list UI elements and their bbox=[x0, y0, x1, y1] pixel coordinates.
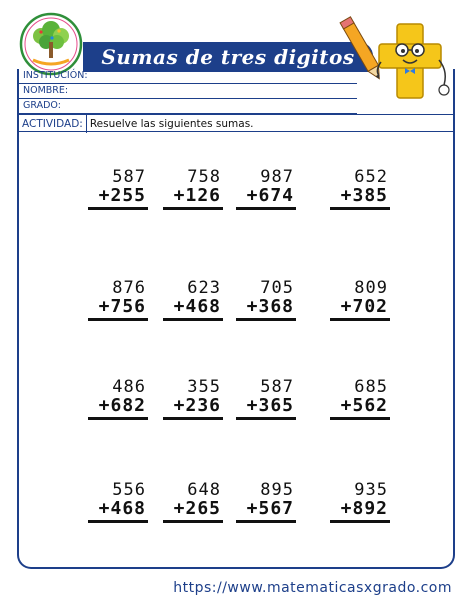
addend-bottom: +674 bbox=[246, 185, 294, 206]
addition-problem bbox=[88, 279, 148, 321]
addend-bottom: +468 bbox=[98, 498, 146, 519]
addition-problem bbox=[330, 168, 390, 210]
addition-problem bbox=[163, 279, 223, 321]
addend-top: 895 bbox=[260, 480, 294, 500]
grade-field[interactable]: GRADO: bbox=[17, 99, 357, 114]
addition-problem bbox=[163, 168, 223, 210]
activity-row bbox=[17, 114, 455, 132]
addend-top: 648 bbox=[187, 480, 221, 500]
addition-problem bbox=[163, 481, 223, 523]
addend-bottom: +365 bbox=[246, 395, 294, 416]
activity-label: ACTIVIDAD: bbox=[22, 118, 83, 130]
activity-instruction: Resuelve las siguientes sumas. bbox=[89, 118, 254, 130]
sum-line bbox=[330, 318, 390, 321]
sum-line bbox=[330, 520, 390, 523]
sum-line bbox=[163, 520, 223, 523]
sum-line bbox=[163, 417, 223, 420]
addend-bottom: +567 bbox=[246, 498, 294, 519]
addend-bottom: +468 bbox=[173, 296, 221, 317]
addition-problem bbox=[330, 279, 390, 321]
addend-bottom: +892 bbox=[340, 498, 388, 519]
addend-top: 987 bbox=[260, 167, 294, 187]
addend-top: 623 bbox=[187, 278, 221, 298]
sum-line bbox=[88, 520, 148, 523]
addend-top: 355 bbox=[187, 377, 221, 397]
addend-bottom: +255 bbox=[98, 185, 146, 206]
sum-line bbox=[163, 318, 223, 321]
tree-logo-icon bbox=[19, 12, 83, 76]
sum-line bbox=[163, 207, 223, 210]
addition-problem bbox=[88, 378, 148, 420]
addend-bottom: +682 bbox=[98, 395, 146, 416]
sum-line bbox=[330, 417, 390, 420]
addend-bottom: +368 bbox=[246, 296, 294, 317]
sum-line bbox=[236, 520, 296, 523]
addend-top: 587 bbox=[260, 377, 294, 397]
addend-bottom: +702 bbox=[340, 296, 388, 317]
sum-line bbox=[236, 318, 296, 321]
footer-url[interactable]: https://www.matematicasxgrado.com bbox=[173, 580, 452, 596]
sum-line bbox=[88, 417, 148, 420]
sum-line bbox=[88, 207, 148, 210]
addition-problem bbox=[236, 378, 296, 420]
addition-problem bbox=[330, 378, 390, 420]
sum-line bbox=[236, 417, 296, 420]
addend-top: 705 bbox=[260, 278, 294, 298]
institution-field[interactable]: INSTITUCIÓN: bbox=[17, 69, 357, 84]
addend-bottom: +126 bbox=[173, 185, 221, 206]
addend-top: 935 bbox=[354, 480, 388, 500]
addend-top: 486 bbox=[112, 377, 146, 397]
addend-top: 587 bbox=[112, 167, 146, 187]
addition-problem bbox=[330, 481, 390, 523]
activity-divider bbox=[86, 115, 87, 133]
addition-problem bbox=[88, 481, 148, 523]
addend-bottom: +265 bbox=[173, 498, 221, 519]
sum-line bbox=[88, 318, 148, 321]
addend-top: 758 bbox=[187, 167, 221, 187]
addend-bottom: +562 bbox=[340, 395, 388, 416]
sum-line bbox=[236, 207, 296, 210]
addend-bottom: +756 bbox=[98, 296, 146, 317]
name-field[interactable]: NOMBRE: bbox=[17, 84, 357, 99]
addend-top: 685 bbox=[354, 377, 388, 397]
addend-top: 809 bbox=[354, 278, 388, 298]
student-info-fields bbox=[17, 69, 357, 114]
sum-line bbox=[330, 207, 390, 210]
addition-problem bbox=[163, 378, 223, 420]
addend-bottom: +385 bbox=[340, 185, 388, 206]
addend-top: 556 bbox=[112, 480, 146, 500]
addition-problem bbox=[236, 279, 296, 321]
addend-bottom: +236 bbox=[173, 395, 221, 416]
worksheet-title: Sumas de tres digitos bbox=[83, 42, 373, 72]
addition-problem bbox=[88, 168, 148, 210]
addition-problem bbox=[236, 168, 296, 210]
addend-top: 652 bbox=[354, 167, 388, 187]
addend-top: 876 bbox=[112, 278, 146, 298]
addition-problem bbox=[236, 481, 296, 523]
